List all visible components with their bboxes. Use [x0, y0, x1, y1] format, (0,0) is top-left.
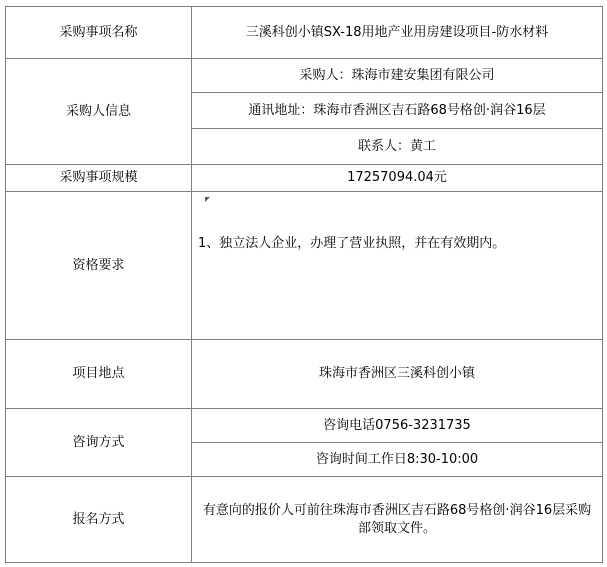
- row-item-name: [6, 7, 603, 59]
- purchaser-label: 采购人信息: [6, 59, 192, 165]
- row-register: [6, 477, 603, 563]
- item-name-label: 采购事项名称: [6, 7, 192, 59]
- qualification-value: 1、独立法人企业，办理了营业执照，并在有效期内。: [192, 192, 603, 340]
- row-location: [6, 340, 603, 409]
- location-label: 项目地点: [6, 340, 192, 409]
- location-value: 珠海市香洲区三溪科创小镇: [192, 340, 603, 409]
- register-label: 报名方式: [6, 477, 192, 563]
- cell-comment-marker: [205, 197, 210, 202]
- procurement-info-table: [5, 6, 603, 563]
- row-purchaser: [6, 59, 603, 93]
- purchaser-contact: 联系人：黄工: [192, 129, 603, 165]
- consult-phone: 咨询电话0756-3231735: [192, 409, 603, 443]
- purchaser-address: 通讯地址：珠海市香洲区吉石路68号格创·润谷16层: [192, 93, 603, 129]
- scale-value: 17257094.04元: [192, 165, 603, 192]
- row-scale: [6, 165, 603, 192]
- register-value: 有意向的报价人可前往珠海市香洲区吉石路68号格创·润谷16层采购部领取文件。: [192, 477, 603, 563]
- qualification-label: 资格要求: [6, 192, 192, 340]
- consult-hours: 咨询时间工作日8:30-10:00: [192, 443, 603, 477]
- purchaser-name: 采购人：珠海市建安集团有限公司: [192, 59, 603, 93]
- row-consult-phone: [6, 409, 603, 443]
- consult-label: 咨询方式: [6, 409, 192, 477]
- row-qualification: [6, 192, 603, 340]
- scale-label: 采购事项规模: [6, 165, 192, 192]
- item-name-value: 三溪科创小镇SX-18用地产业用房建设项目-防水材料: [192, 7, 603, 59]
